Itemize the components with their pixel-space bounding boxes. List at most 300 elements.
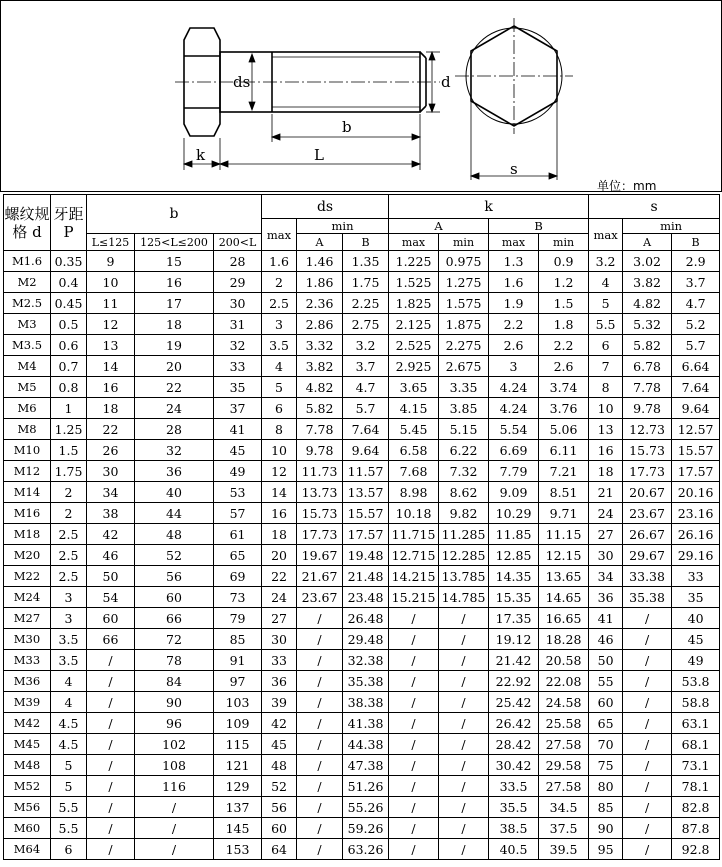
- table-cell: 11.715: [389, 524, 439, 545]
- table-cell: 7.78: [623, 377, 672, 398]
- s-min-B-header: B: [672, 234, 720, 251]
- table-row: [4, 566, 720, 587]
- table-cell: 5.45: [389, 419, 439, 440]
- table-cell: 17.57: [343, 524, 389, 545]
- b-sub-header-3: 200<L: [214, 234, 262, 251]
- table-row: [4, 650, 720, 671]
- table-cell: 5.32: [623, 314, 672, 335]
- table-cell: /: [87, 818, 135, 839]
- thread-size-cell: M14: [4, 482, 51, 503]
- b-sub-header-2: 125<L≤200: [135, 234, 214, 251]
- thread-size-cell: M39: [4, 692, 51, 713]
- table-cell: 5.15: [439, 419, 489, 440]
- table-cell: 8.51: [539, 482, 589, 503]
- table-cell: 55: [589, 671, 623, 692]
- table-cell: 90: [135, 692, 214, 713]
- table-cell: 11.57: [343, 461, 389, 482]
- table-cell: 14.215: [389, 566, 439, 587]
- table-cell: 0.6: [51, 335, 87, 356]
- table-cell: /: [87, 671, 135, 692]
- table-cell: /: [87, 839, 135, 860]
- table-cell: /: [439, 776, 489, 797]
- table-cell: 10: [87, 272, 135, 293]
- table-cell: /: [297, 797, 343, 818]
- table-cell: 1.3: [489, 251, 539, 272]
- table-cell: 37: [214, 398, 262, 419]
- table-cell: 2: [262, 272, 297, 293]
- table-row: [4, 713, 720, 734]
- table-cell: 26.67: [623, 524, 672, 545]
- thread-size-cell: M4: [4, 356, 51, 377]
- table-cell: 3: [262, 314, 297, 335]
- table-cell: 2.6: [489, 335, 539, 356]
- table-cell: 102: [135, 734, 214, 755]
- table-cell: 4.24: [489, 398, 539, 419]
- table-cell: 7.79: [489, 461, 539, 482]
- table-cell: 35.5: [489, 797, 539, 818]
- thread-size-cell: M16: [4, 503, 51, 524]
- table-cell: 68.1: [672, 734, 720, 755]
- table-cell: 19: [135, 335, 214, 356]
- table-cell: 3.35: [439, 377, 489, 398]
- b-sub-header-1: L≤125: [87, 234, 135, 251]
- table-cell: 5.7: [343, 398, 389, 419]
- table-cell: 5: [51, 776, 87, 797]
- k-label: k: [196, 146, 206, 164]
- table-cell: 1.5: [539, 293, 589, 314]
- s-header: s: [589, 195, 720, 219]
- table-row: [4, 587, 720, 608]
- table-cell: 5: [262, 377, 297, 398]
- table-cell: 47.38: [343, 755, 389, 776]
- table-cell: 3: [489, 356, 539, 377]
- table-cell: 8: [589, 377, 623, 398]
- table-cell: 3.32: [297, 335, 343, 356]
- table-cell: 36: [135, 461, 214, 482]
- table-cell: 19.67: [297, 545, 343, 566]
- table-cell: 2.5: [51, 524, 87, 545]
- table-cell: 38.38: [343, 692, 389, 713]
- table-cell: 34.5: [539, 797, 589, 818]
- table-cell: /: [87, 734, 135, 755]
- thread-size-cell: M20: [4, 545, 51, 566]
- table-cell: 14: [87, 356, 135, 377]
- table-cell: 55.26: [343, 797, 389, 818]
- thread-size-cell: M1.6: [4, 251, 51, 272]
- table-cell: 73.1: [672, 755, 720, 776]
- table-cell: 38: [87, 503, 135, 524]
- table-cell: /: [389, 776, 439, 797]
- table-cell: 29.48: [343, 629, 389, 650]
- table-cell: 80: [589, 776, 623, 797]
- table-row: [4, 776, 720, 797]
- k-B-min-header: min: [539, 234, 589, 251]
- table-cell: 27.58: [539, 734, 589, 755]
- table-cell: 4: [51, 692, 87, 713]
- table-cell: 85: [214, 629, 262, 650]
- table-cell: 6.69: [489, 440, 539, 461]
- table-cell: 2.925: [389, 356, 439, 377]
- table-cell: 12: [262, 461, 297, 482]
- table-cell: 12.85: [489, 545, 539, 566]
- table-cell: 30: [87, 461, 135, 482]
- s-min-header: min: [623, 219, 720, 234]
- table-cell: 14: [262, 482, 297, 503]
- table-cell: 28: [135, 419, 214, 440]
- table-cell: 42: [262, 713, 297, 734]
- table-cell: 20.16: [672, 482, 720, 503]
- table-cell: 109: [214, 713, 262, 734]
- table-cell: 12.285: [439, 545, 489, 566]
- table-cell: /: [297, 650, 343, 671]
- table-cell: 69: [214, 566, 262, 587]
- table-cell: 7.64: [672, 377, 720, 398]
- thread-size-cell: M2: [4, 272, 51, 293]
- table-cell: 13: [87, 335, 135, 356]
- table-row: [4, 251, 720, 272]
- table-cell: 60: [589, 692, 623, 713]
- k-A-min-header: min: [439, 234, 489, 251]
- table-cell: 64: [262, 839, 297, 860]
- table-cell: 4: [262, 356, 297, 377]
- thread-size-cell: M8: [4, 419, 51, 440]
- table-cell: 3.74: [539, 377, 589, 398]
- table-cell: 21.67: [297, 566, 343, 587]
- table-cell: 60: [87, 608, 135, 629]
- table-cell: 12: [87, 314, 135, 335]
- table-cell: 9: [87, 251, 135, 272]
- table-cell: 28.42: [489, 734, 539, 755]
- thread-size-cell: M64: [4, 839, 51, 860]
- table-cell: 9.71: [539, 503, 589, 524]
- table-cell: 13.65: [539, 566, 589, 587]
- table-cell: 21: [589, 482, 623, 503]
- table-cell: 3.2: [343, 335, 389, 356]
- table-cell: 72: [135, 629, 214, 650]
- table-cell: 20: [135, 356, 214, 377]
- table-cell: 1.525: [389, 272, 439, 293]
- table-cell: 29: [214, 272, 262, 293]
- table-cell: 66: [87, 629, 135, 650]
- pitch-header: 牙距P: [51, 195, 87, 251]
- table-cell: 19.12: [489, 629, 539, 650]
- table-cell: 17.35: [489, 608, 539, 629]
- table-cell: 16: [262, 503, 297, 524]
- table-cell: 4.7: [672, 293, 720, 314]
- thread-size-cell: M36: [4, 671, 51, 692]
- table-cell: 10.18: [389, 503, 439, 524]
- table-cell: 32: [135, 440, 214, 461]
- table-cell: 42: [87, 524, 135, 545]
- table-cell: 5.5: [51, 797, 87, 818]
- table-cell: /: [297, 755, 343, 776]
- table-cell: 11: [87, 293, 135, 314]
- table-cell: 45: [262, 734, 297, 755]
- table-row: [4, 461, 720, 482]
- table-cell: 2.125: [389, 314, 439, 335]
- table-cell: 23.16: [672, 503, 720, 524]
- table-cell: 18.28: [539, 629, 589, 650]
- table-cell: 1.225: [389, 251, 439, 272]
- table-cell: 56: [135, 566, 214, 587]
- table-row: [4, 293, 720, 314]
- table-cell: 9.09: [489, 482, 539, 503]
- table-cell: 2.25: [343, 293, 389, 314]
- table-cell: /: [389, 671, 439, 692]
- table-cell: 10: [589, 398, 623, 419]
- table-cell: 97: [214, 671, 262, 692]
- table-cell: 11.73: [297, 461, 343, 482]
- table-cell: 27.58: [539, 776, 589, 797]
- thread-size-cell: M30: [4, 629, 51, 650]
- table-cell: 7: [589, 356, 623, 377]
- table-cell: 15.57: [672, 440, 720, 461]
- table-cell: 56: [262, 797, 297, 818]
- table-cell: 129: [214, 776, 262, 797]
- table-cell: /: [297, 671, 343, 692]
- table-cell: 16: [589, 440, 623, 461]
- table-cell: 60: [135, 587, 214, 608]
- table-cell: 9.64: [343, 440, 389, 461]
- table-cell: 52: [262, 776, 297, 797]
- table-cell: 25.42: [489, 692, 539, 713]
- table-cell: 78.1: [672, 776, 720, 797]
- table-cell: 5.06: [539, 419, 589, 440]
- table-cell: 26.42: [489, 713, 539, 734]
- table-cell: 65: [214, 545, 262, 566]
- table-cell: 6.58: [389, 440, 439, 461]
- table-cell: 11.85: [489, 524, 539, 545]
- table-row: [4, 608, 720, 629]
- table-row: [4, 356, 720, 377]
- table-cell: 4.82: [623, 293, 672, 314]
- table-cell: 6.78: [623, 356, 672, 377]
- table-cell: 1.25: [51, 419, 87, 440]
- table-cell: 14.65: [539, 587, 589, 608]
- table-cell: 1.825: [389, 293, 439, 314]
- table-cell: 6.64: [672, 356, 720, 377]
- table-cell: 15.35: [489, 587, 539, 608]
- table-cell: 2.525: [389, 335, 439, 356]
- table-row: [4, 272, 720, 293]
- table-cell: 34: [87, 482, 135, 503]
- table-cell: /: [389, 839, 439, 860]
- table-cell: 63.1: [672, 713, 720, 734]
- table-cell: 3.7: [343, 356, 389, 377]
- table-cell: 18: [87, 398, 135, 419]
- table-cell: 35.38: [343, 671, 389, 692]
- table-cell: 1.6: [489, 272, 539, 293]
- table-cell: 48: [135, 524, 214, 545]
- table-cell: 5.54: [489, 419, 539, 440]
- bolt-spec-table: [3, 194, 720, 860]
- table-cell: 3.65: [389, 377, 439, 398]
- table-cell: 1.46: [297, 251, 343, 272]
- table-cell: /: [623, 818, 672, 839]
- table-cell: /: [439, 629, 489, 650]
- table-cell: 35: [672, 587, 720, 608]
- table-cell: 51.26: [343, 776, 389, 797]
- table-cell: 26.16: [672, 524, 720, 545]
- table-cell: 2.675: [439, 356, 489, 377]
- table-cell: 11.285: [439, 524, 489, 545]
- table-cell: 2.36: [297, 293, 343, 314]
- table-cell: 6: [262, 398, 297, 419]
- table-cell: 121: [214, 755, 262, 776]
- table-cell: 4.15: [389, 398, 439, 419]
- table-cell: 116: [135, 776, 214, 797]
- table-cell: 92.8: [672, 839, 720, 860]
- table-cell: 33: [262, 650, 297, 671]
- table-cell: 8.62: [439, 482, 489, 503]
- table-cell: 53: [214, 482, 262, 503]
- table-cell: 9.78: [623, 398, 672, 419]
- k-B-max-header: max: [489, 234, 539, 251]
- table-cell: 53.8: [672, 671, 720, 692]
- L-label: L: [314, 146, 324, 164]
- table-cell: 16.65: [539, 608, 589, 629]
- table-cell: /: [623, 734, 672, 755]
- table-cell: 19.48: [343, 545, 389, 566]
- table-cell: 38.5: [489, 818, 539, 839]
- table-cell: 20: [262, 545, 297, 566]
- table-cell: 60: [262, 818, 297, 839]
- table-cell: /: [87, 650, 135, 671]
- table-cell: 1.75: [51, 461, 87, 482]
- table-cell: 95: [589, 839, 623, 860]
- table-cell: 29.67: [623, 545, 672, 566]
- table-cell: /: [389, 650, 439, 671]
- table-cell: /: [389, 755, 439, 776]
- table-cell: 22.92: [489, 671, 539, 692]
- table-cell: 61: [214, 524, 262, 545]
- table-cell: 7.78: [297, 419, 343, 440]
- table-cell: 27: [589, 524, 623, 545]
- table-row: [4, 734, 720, 755]
- table-cell: 84: [135, 671, 214, 692]
- table-cell: 4: [589, 272, 623, 293]
- table-row: [4, 839, 720, 860]
- table-cell: /: [439, 797, 489, 818]
- table-cell: 5.82: [297, 398, 343, 419]
- table-cell: 37.5: [539, 818, 589, 839]
- table-cell: /: [439, 818, 489, 839]
- table-cell: 3.76: [539, 398, 589, 419]
- table-cell: 91: [214, 650, 262, 671]
- table-cell: 15.215: [389, 587, 439, 608]
- table-cell: 16: [87, 377, 135, 398]
- table-cell: 17.73: [623, 461, 672, 482]
- ds-max-header: max: [262, 219, 297, 251]
- table-cell: 1.275: [439, 272, 489, 293]
- table-cell: /: [439, 692, 489, 713]
- thread-size-cell: M33: [4, 650, 51, 671]
- k-header: k: [389, 195, 589, 219]
- table-cell: 33.5: [489, 776, 539, 797]
- table-cell: 14.785: [439, 587, 489, 608]
- thread-size-cell: M12: [4, 461, 51, 482]
- table-cell: /: [297, 776, 343, 797]
- table-cell: 25.58: [539, 713, 589, 734]
- s-max-header: max: [589, 219, 623, 251]
- table-cell: 0.45: [51, 293, 87, 314]
- table-cell: /: [87, 797, 135, 818]
- table-cell: 30: [262, 629, 297, 650]
- thread-size-cell: M52: [4, 776, 51, 797]
- table-cell: /: [135, 797, 214, 818]
- thread-size-cell: M56: [4, 797, 51, 818]
- table-cell: 32: [214, 335, 262, 356]
- table-cell: /: [623, 797, 672, 818]
- table-cell: /: [439, 650, 489, 671]
- table-cell: 18: [135, 314, 214, 335]
- s-min-A-header: A: [623, 234, 672, 251]
- table-cell: 1.8: [539, 314, 589, 335]
- b-header: b: [87, 195, 262, 234]
- table-cell: 2: [51, 503, 87, 524]
- table-cell: 17: [135, 293, 214, 314]
- table-cell: 12.715: [389, 545, 439, 566]
- table-cell: 4: [51, 671, 87, 692]
- table-cell: 2.2: [489, 314, 539, 335]
- table-cell: 30.42: [489, 755, 539, 776]
- table-cell: /: [623, 608, 672, 629]
- table-cell: 1.2: [539, 272, 589, 293]
- table-cell: 6: [51, 839, 87, 860]
- ds-label: ds: [233, 73, 251, 91]
- table-cell: 21.42: [489, 650, 539, 671]
- table-cell: 85: [589, 797, 623, 818]
- table-cell: 24: [262, 587, 297, 608]
- table-cell: 26: [87, 440, 135, 461]
- table-cell: 103: [214, 692, 262, 713]
- table-cell: /: [439, 671, 489, 692]
- table-cell: 36: [589, 587, 623, 608]
- k-A-max-header: max: [389, 234, 439, 251]
- ds-header: ds: [262, 195, 389, 219]
- table-cell: 5.7: [672, 335, 720, 356]
- table-cell: 0.8: [51, 377, 87, 398]
- table-cell: 73: [214, 587, 262, 608]
- table-row: [4, 335, 720, 356]
- table-cell: 14.35: [489, 566, 539, 587]
- table-cell: 115: [214, 734, 262, 755]
- table-cell: 0.4: [51, 272, 87, 293]
- table-cell: /: [297, 713, 343, 734]
- table-cell: /: [439, 839, 489, 860]
- table-cell: 44.38: [343, 734, 389, 755]
- table-cell: 20.58: [539, 650, 589, 671]
- table-cell: 1.9: [489, 293, 539, 314]
- table-cell: /: [297, 629, 343, 650]
- thread-size-cell: M6: [4, 398, 51, 419]
- table-cell: 5.82: [623, 335, 672, 356]
- table-cell: 29.58: [539, 755, 589, 776]
- table-cell: 1.575: [439, 293, 489, 314]
- thread-size-cell: M18: [4, 524, 51, 545]
- table-cell: /: [623, 671, 672, 692]
- table-cell: 4.5: [51, 734, 87, 755]
- table-cell: 36: [262, 671, 297, 692]
- table-cell: 75: [589, 755, 623, 776]
- table-cell: 65: [589, 713, 623, 734]
- table-cell: 82.8: [672, 797, 720, 818]
- table-cell: 63.26: [343, 839, 389, 860]
- thread-header: 螺纹规格 d: [4, 195, 51, 251]
- table-cell: 13.785: [439, 566, 489, 587]
- ds-min-A-header: A: [297, 234, 343, 251]
- table-cell: 40: [135, 482, 214, 503]
